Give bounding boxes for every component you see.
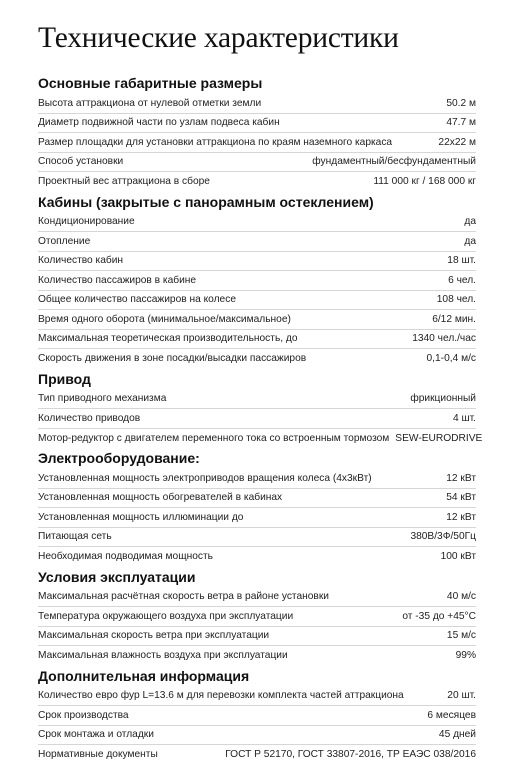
spec-value: 18 шт. xyxy=(447,255,476,267)
spec-label: Установленная мощность электроприводов вращения колеса (4х3кВт) xyxy=(38,472,372,484)
spec-row xyxy=(38,726,476,746)
spec-label: Размер площадки для установки аттракциона по краям наземного каркаса xyxy=(38,136,393,148)
spec-value: 6 чел. xyxy=(448,274,476,286)
spec-value: да xyxy=(464,235,476,247)
spec-row xyxy=(38,310,476,330)
spec-row xyxy=(38,627,476,647)
spec-label: Тип приводного механизма xyxy=(38,393,167,405)
spec-list xyxy=(38,469,476,567)
section-title: Привод xyxy=(38,370,91,387)
spec-value: 45 дней xyxy=(438,729,476,741)
spec-label: Проектный вес аттракциона в сборе xyxy=(38,176,210,188)
spec-label: Установленная мощность обогревателей в кабинах xyxy=(38,492,283,504)
spec-label: Температура окружающего воздуха при эксплуатации xyxy=(38,610,294,622)
spec-row xyxy=(38,330,476,350)
spec-value: 20 шт. xyxy=(447,690,476,702)
spec-value: 22x22 м xyxy=(438,136,476,148)
spec-label: Питающая сеть xyxy=(38,531,112,543)
spec-list xyxy=(38,390,483,449)
spec-row xyxy=(38,646,476,666)
spec-label: Количество пассажиров в кабине xyxy=(38,274,197,286)
spec-value: 6/12 мин. xyxy=(432,313,476,325)
spec-section xyxy=(38,73,476,192)
spec-row xyxy=(38,291,476,311)
spec-label: Способ установки xyxy=(38,156,124,168)
spec-label: Необходимая подводимая мощность xyxy=(38,551,213,563)
spec-value: от -35 до +45°С xyxy=(402,610,476,622)
spec-row xyxy=(38,213,476,233)
spec-section xyxy=(38,369,483,449)
spec-row xyxy=(38,271,476,291)
spec-section xyxy=(38,666,476,765)
spec-value: 6 месяцев xyxy=(427,709,476,721)
spec-list xyxy=(38,213,476,369)
page-title: Технические характеристики xyxy=(38,22,399,54)
spec-value: 380В/3Ф/50Гц xyxy=(410,531,476,543)
spec-row xyxy=(38,390,476,410)
spec-label: Максимальная влажность воздуха при эксплуатации xyxy=(38,650,288,662)
section-title: Условия эксплуатации xyxy=(38,568,196,585)
spec-label: Скорость движения в зоне посадки/высадки пассажиров xyxy=(38,353,307,365)
spec-value: 50.2 м xyxy=(446,97,476,109)
spec-row xyxy=(38,94,476,114)
spec-list xyxy=(38,687,476,765)
spec-page xyxy=(38,0,483,765)
spec-label: Диаметр подвижной части по узлам подвеса кабин xyxy=(38,117,280,129)
spec-value: 4 шт. xyxy=(452,412,476,424)
spec-label: Время одного оборота (минимальное/максимальное) xyxy=(38,313,291,325)
spec-row xyxy=(38,528,476,548)
spec-value: фрикционный xyxy=(410,393,476,405)
spec-value: 47.7 м xyxy=(446,117,476,129)
spec-row xyxy=(38,687,476,707)
spec-list xyxy=(38,94,476,192)
spec-row xyxy=(38,469,476,489)
spec-section xyxy=(38,567,476,666)
spec-label: Количество кабин xyxy=(38,255,124,267)
spec-value: 100 кВт xyxy=(440,551,476,563)
spec-list xyxy=(38,588,476,666)
spec-value: 1340 чел./час xyxy=(412,333,476,345)
spec-row xyxy=(38,508,476,528)
section-title: Дополнительная информация xyxy=(38,667,250,684)
spec-label: Отопление xyxy=(38,235,91,247)
spec-label: Кондиционирование xyxy=(38,216,135,228)
spec-label: Мотор-редуктор с двигателем переменного тока со встроенным тормозом xyxy=(38,432,390,444)
spec-value: 12 кВт xyxy=(446,511,476,523)
spec-value: 15 м/с xyxy=(446,630,476,642)
spec-value: 108 чел. xyxy=(436,294,476,306)
spec-row xyxy=(38,349,476,369)
spec-row xyxy=(38,133,476,153)
spec-value: 99% xyxy=(455,650,476,662)
spec-row xyxy=(38,172,476,192)
spec-value: фундаментный/бесфундаментный xyxy=(312,156,476,168)
spec-value: 111 000 кг / 168 000 кг xyxy=(373,176,476,188)
spec-value: 12 кВт xyxy=(446,472,476,484)
spec-row xyxy=(38,114,476,134)
spec-row xyxy=(38,706,476,726)
spec-value: 0,1-0,4 м/с xyxy=(426,353,476,365)
section-title: Основные габаритные размеры xyxy=(38,75,263,91)
spec-label: Количество евро фур L=13.6 м для перевозки комплекта частей аттракциона xyxy=(38,690,404,702)
spec-row xyxy=(38,409,476,429)
spec-label: Нормативные документы xyxy=(38,749,158,761)
spec-value: SEW-EURODRIVE xyxy=(395,432,483,444)
spec-row xyxy=(38,547,476,567)
spec-row xyxy=(38,588,476,608)
spec-value: да xyxy=(464,216,476,228)
spec-label: Срок монтажа и отладки xyxy=(38,729,154,741)
spec-section xyxy=(38,192,476,369)
spec-label: Установленная мощность иллюминации до xyxy=(38,511,244,523)
spec-row xyxy=(38,232,476,252)
spec-label: Общее количество пассажиров на колесе xyxy=(38,294,236,306)
spec-label: Максимальная теоретическая производительность, до xyxy=(38,333,298,345)
spec-value: ГОСТ Р 52170, ГОСТ 33807-2016, ТР ЕАЭС 038/2016 xyxy=(225,749,476,761)
spec-row xyxy=(38,489,476,509)
spec-label: Срок производства xyxy=(38,709,129,721)
spec-row xyxy=(38,252,476,272)
spec-label: Максимальная расчётная скорость ветра в районе установки xyxy=(38,591,329,603)
spec-row xyxy=(38,745,476,765)
section-title: Электрооборудование: xyxy=(38,450,200,466)
spec-sections xyxy=(38,73,483,765)
spec-row xyxy=(38,607,476,627)
spec-value: 54 кВт xyxy=(446,492,476,504)
spec-section xyxy=(38,448,476,567)
spec-label: Количество приводов xyxy=(38,412,141,424)
section-title: Кабины (закрытые с панорамным остеклением) xyxy=(38,193,374,210)
spec-row xyxy=(38,429,483,449)
spec-value: 40 м/с xyxy=(446,591,476,603)
spec-label: Высота аттракциона от нулевой отметки земли xyxy=(38,97,262,109)
spec-label: Максимальная скорость ветра при эксплуатации xyxy=(38,630,270,642)
spec-row xyxy=(38,153,476,173)
